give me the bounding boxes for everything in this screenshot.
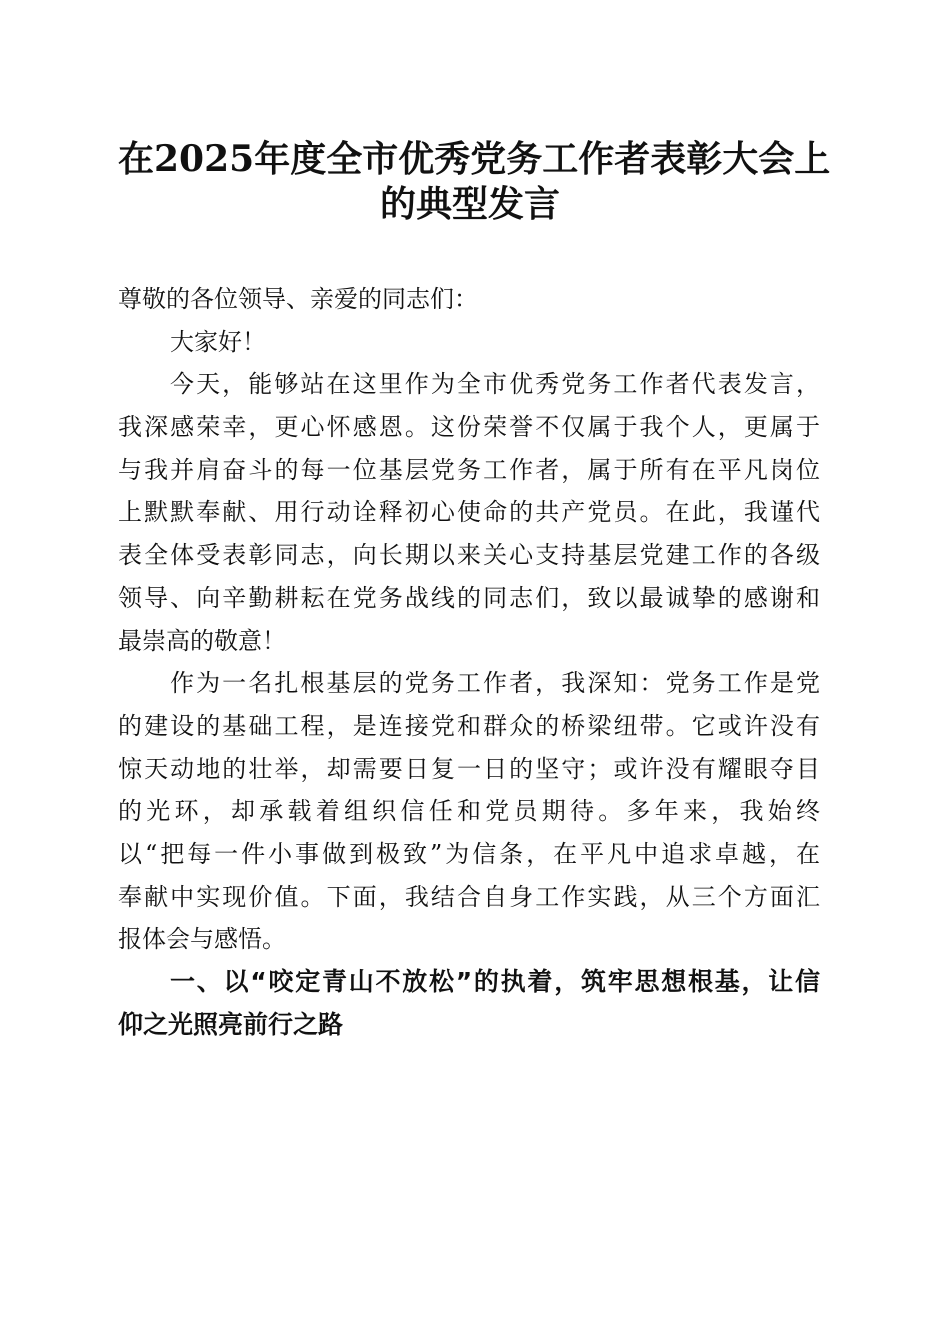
paragraph-line: 的光环，却承载着组织信任和党员期待。多年来，我始终 (118, 797, 820, 826)
salutation: 尊敬的各位领导、亲爱的同志们： (118, 285, 478, 313)
document-body (118, 278, 820, 1046)
paragraph-line: 的建设的基础工程，是连接党和群众的桥梁纽带。它或许没有 (118, 711, 820, 740)
heading-line: 一、以“咬定青山不放松”的执着，筑牢思想根基，让信 (170, 967, 820, 996)
section-heading-1 (118, 961, 820, 1046)
paragraph-line: 惊天动地的壮举，却需要日复一日的坚守；或许没有耀眼夺目 (118, 754, 820, 783)
paragraph-2 (118, 662, 820, 961)
paragraph-line: 奉献中实现价值。下面，我结合自身工作实践，从三个方面汇 (118, 882, 820, 911)
heading-line: 仰之光照亮前行之路 (118, 1009, 344, 1039)
paragraph-line: 与我并肩奋斗的每一位基层党务工作者，属于所有在平凡岗位 (118, 455, 820, 484)
greeting: 大家好！ (170, 327, 266, 356)
title-line: 的典型发言 (379, 183, 560, 225)
title-line: 在2025年度全市优秀党务工作者表彰大会上 (118, 138, 831, 180)
paragraph-line: 今天，能够站在这里作为全市优秀党务工作者代表发言， (170, 370, 820, 399)
paragraph-line: 作为一名扎根基层的党务工作者，我深知：党务工作是党 (170, 669, 820, 698)
paragraph-line: 上默默奉献、用行动诠释初心使命的共产党员。在此，我谨代 (118, 498, 820, 527)
paragraph-1 (118, 363, 820, 662)
paragraph-line: 报体会与感悟。 (118, 925, 286, 954)
paragraph-line: 以“把每一件小事做到极致”为信条，在平凡中追求卓越，在 (118, 839, 820, 868)
paragraph-line: 我深感荣幸，更心怀感恩。这份荣誉不仅属于我个人，更属于 (118, 413, 820, 442)
document-title (118, 137, 831, 227)
paragraph-line: 表全体受表彰同志，向长期以来关心支持基层党建工作的各级 (118, 541, 820, 570)
paragraph-line: 最崇高的敬意！ (118, 626, 286, 655)
paragraph-line: 领导、向辛勤耕耘在党务战线的同志们，致以最诚挚的感谢和 (118, 583, 820, 612)
